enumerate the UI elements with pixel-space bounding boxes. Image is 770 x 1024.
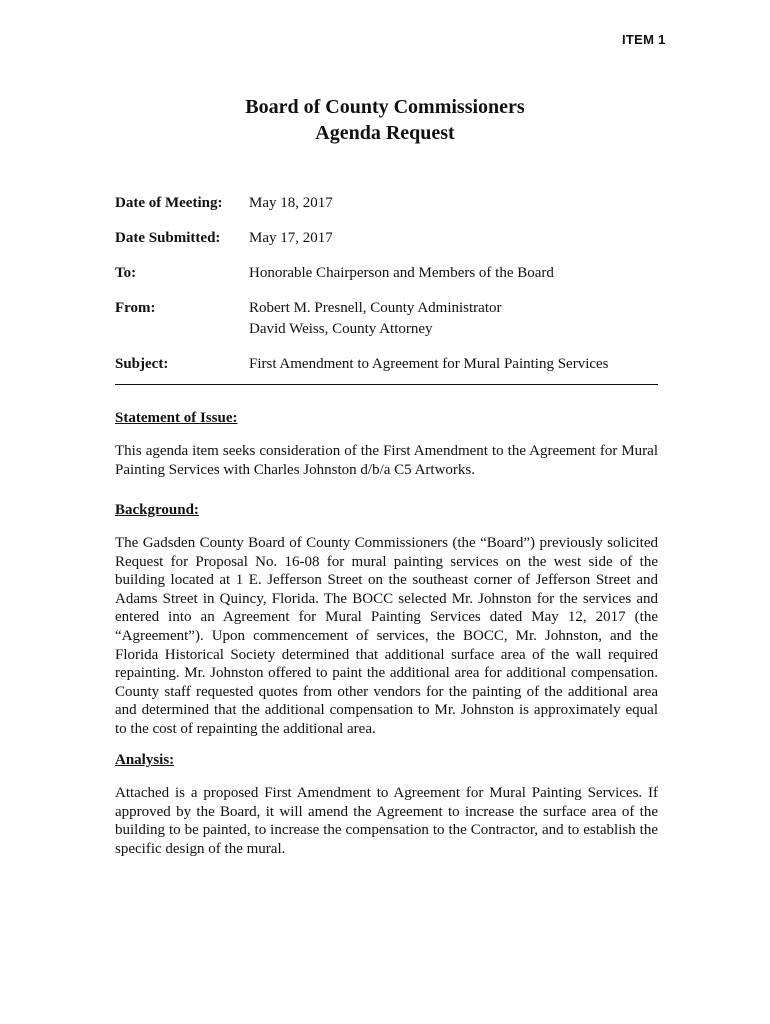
section-heading: Statement of Issue:	[115, 410, 238, 426]
section-paragraph: Attached is a proposed First Amendment to Agreement for Mural Painting Services. If approved by the Board, it will amend the Agreement to increase the surface area of the building to be painted, to increase the compensation to the Contractor, and to establish the specific design of the mural.	[115, 785, 658, 857]
section-paragraph: The Gadsden County Board of County Commissioners (the “Board”) previously solicited Request for Proposal No. 16-08 for mural painting services on the west side of the building located at 1 E. Jefferson Street on the southeast corner of Jefferson Street and Adams Street in Quincy, Florida. The BOCC selected Mr. Johnston for the services and entered into an Agreement for Mural Painting Services dated May 12, 2017 (the “Agreement”). Upon commencement of services, the BOCC, Mr. Johnston, and the Florida Historical Society determined that additional surface area of the wall required repainting. Mr. Johnston offered to paint the additional area for additional compensation. County staff requested quotes from other vendors for the painting of the additional area and determined that the additional compensation to Mr. Johnston is approximately equal to the cost of repainting the additional area.	[115, 535, 658, 737]
section-heading: Background:	[115, 502, 199, 518]
section-background	[115, 500, 658, 739]
field-value: May 17, 2017	[249, 230, 333, 246]
section-paragraph: This agenda item seeks consideration of the First Amendment to the Agreement for Mural Painting Services with Charles Johnston d/b/a C5 Artworks.	[115, 443, 658, 478]
field-value: Honorable Chairperson and Members of the Board	[249, 265, 554, 281]
from-line-2: David Weiss, County Attorney	[249, 321, 433, 337]
header-fields	[115, 193, 660, 389]
field-value: First Amendment to Agreement for Mural Painting Services	[249, 356, 609, 372]
field-value: May 18, 2017	[249, 195, 333, 211]
title-line-1: Board of County Commissioners	[245, 96, 525, 118]
section-statement-of-issue	[115, 408, 658, 479]
field-date-of-meeting	[115, 193, 660, 214]
item-label: ITEM 1	[622, 32, 666, 47]
field-date-submitted	[115, 228, 660, 249]
field-label: To:	[115, 265, 137, 281]
field-label: Date of Meeting:	[115, 195, 223, 211]
from-line-1: Robert M. Presnell, County Administrator	[249, 300, 502, 316]
title-line-2: Agenda Request	[315, 122, 455, 144]
field-label: Subject:	[115, 356, 169, 372]
field-value	[249, 298, 660, 340]
section-heading: Analysis:	[115, 752, 175, 768]
field-label: From:	[115, 300, 156, 316]
field-from	[115, 298, 660, 340]
field-to	[115, 263, 660, 284]
field-label: Date Submitted:	[115, 230, 221, 246]
horizontal-divider	[115, 384, 658, 385]
document-title	[0, 94, 770, 146]
field-subject	[115, 354, 660, 375]
section-analysis	[115, 750, 658, 858]
